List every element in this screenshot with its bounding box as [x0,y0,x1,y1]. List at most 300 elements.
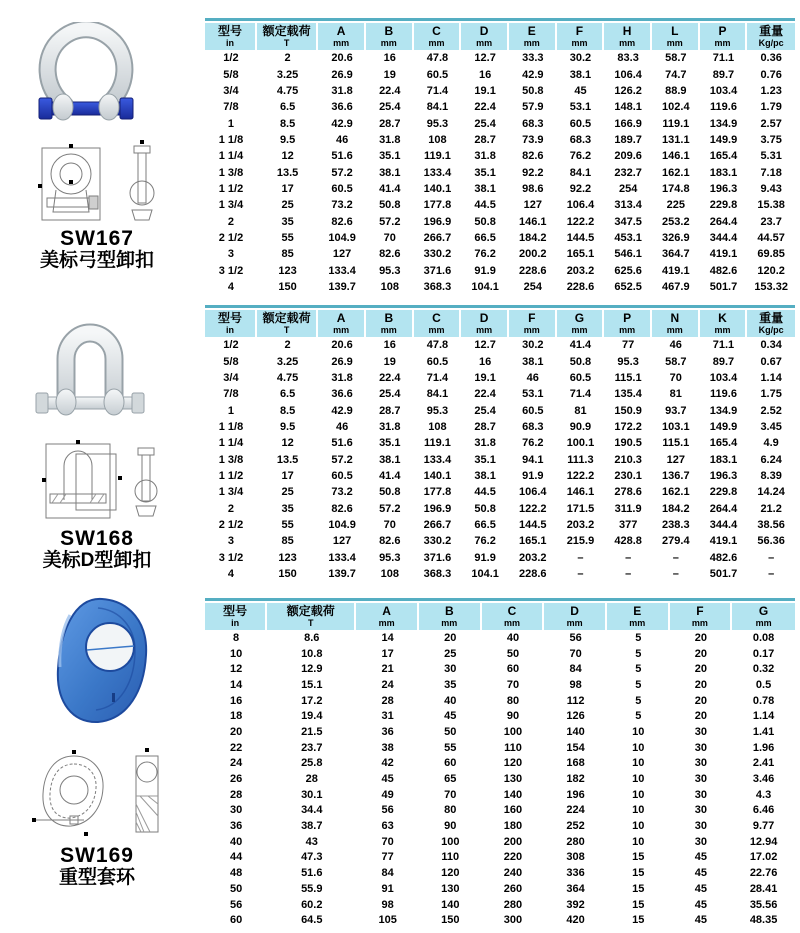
table-cell: 10 [632,804,645,817]
table-cell: 25.8 [301,757,323,770]
table-cell: 46 [669,339,682,352]
table-header-row [205,23,795,50]
table-row [205,881,795,897]
table-cell: 70 [381,835,394,848]
table-cell: 46 [526,371,539,384]
table-cell: 19.1 [474,371,496,384]
table-cell: 25 [281,199,294,212]
column-header: N mm [652,310,700,337]
table-cell: 225 [666,199,685,212]
column-header: D mm [461,310,509,337]
table-row [205,708,795,724]
table-cell: 84.1 [569,166,592,179]
column-header: G mm [557,310,605,337]
table-cell: 5 [635,694,642,707]
table-cell: 326.9 [662,231,690,244]
table-cell: 60.5 [331,469,353,482]
table-cell: 111.3 [567,453,594,466]
table-row [205,484,795,500]
table-cell: 60.5 [331,182,353,195]
table-cell: 68.3 [569,133,592,146]
table-row [205,912,795,928]
table-cell: 3 1/2 [218,264,244,277]
table-cell: 12.7 [474,52,496,65]
table-cell: 95.3 [379,551,401,564]
table-cell: 42.9 [522,68,544,81]
table-cell: 60.5 [522,404,544,417]
table-cell: 28.41 [749,882,778,895]
table-cell: 311.9 [614,502,642,515]
table-cell: 40 [506,631,520,644]
table-cell: 344.4 [709,231,738,244]
table-cell: 57.2 [331,166,353,179]
table-cell: 25 [444,647,457,660]
table-cell: 40 [229,835,243,848]
table-cell: 12 [229,663,243,676]
sw168-photo [30,312,150,430]
table-cell: 95.3 [426,404,449,417]
table-cell: 10 [632,788,645,801]
table-cell: 28.7 [379,404,401,417]
table-cell: 0.32 [752,663,775,676]
table-row [205,337,795,353]
table-cell: – [672,567,679,580]
table-row [205,83,795,99]
table-cell: 22.4 [379,84,401,97]
table-cell: 12.7 [474,339,496,352]
table-cell: 50.8 [474,215,496,228]
sw169-label [2,845,192,889]
table-cell: 2.41 [752,757,775,770]
table-cell: 16 [478,355,492,368]
table-cell: 371.6 [423,264,452,277]
table-cell: 43 [305,835,318,848]
table-cell: 106.4 [566,199,595,212]
table-cell: 70 [383,231,396,244]
table-cell: 336 [566,867,585,880]
table-cell: 83.3 [617,52,639,65]
table-cell: 82.6 [379,248,401,261]
table-cell: 31 [381,710,394,723]
table-cell: 123 [278,264,297,277]
table-cell: 3.25 [276,68,299,81]
column-header: E mm [607,603,670,630]
table-cell: 428.8 [614,535,642,548]
product-name: 美标D型卸扣 [42,550,152,571]
table-cell: 134.9 [709,117,738,130]
table-cell: 36 [381,725,394,738]
table-cell: 95.3 [426,117,449,130]
table-cell: 344.4 [709,518,738,531]
table-cell: 146.1 [519,215,547,228]
table-cell: 203.2 [566,518,595,531]
table-cell: 20 [694,647,708,660]
table-cell: 56 [381,804,394,817]
table-cell: 104.9 [328,231,356,244]
table-row [205,435,795,451]
column-header: B mm [366,23,414,50]
table-cell: 45 [381,773,394,786]
table-cell: 16 [383,339,396,352]
table-cell: 182 [566,773,585,786]
table-cell: 38.1 [474,469,496,482]
table-cell: 0.76 [760,68,782,81]
table-cell: 45 [694,898,708,911]
table-cell: 165.4 [709,437,738,450]
table-row [205,230,795,246]
table-cell: 84 [381,867,394,880]
table-cell: 49 [381,788,394,801]
table-cell: 106.4 [519,486,547,499]
table-cell: 127 [332,535,352,548]
table-cell: 184.2 [519,231,547,244]
table-cell: 24 [381,678,394,691]
table-cell: 135.4 [614,388,642,401]
column-header: 额定载荷 T [257,310,318,337]
table-cell: 4.3 [755,788,772,801]
table-cell: 122.2 [519,502,547,515]
table-cell: 12 [281,437,294,450]
table-cell: 76.2 [474,248,496,261]
table-cell: 35 [281,215,294,228]
table-cell: 108 [428,420,447,433]
sw167-photo [36,22,136,140]
table-cell: 229.8 [709,199,738,212]
table-cell: 57.9 [522,101,544,114]
table-cell: 12.94 [749,835,778,848]
table-cell: 60.5 [426,68,449,81]
sw168-drawing [42,438,164,526]
table-row [205,99,795,115]
table-cell: 9.5 [279,420,296,433]
table-cell: 279.4 [662,535,690,548]
table-cell: 134.9 [709,404,738,417]
table-cell: 162.1 [662,486,690,499]
table-cell: 419.1 [709,535,738,548]
table-cell: 209.6 [614,150,642,163]
table-cell: 1.23 [760,84,782,97]
table-cell: 20 [694,663,708,676]
table-cell: 44 [229,851,243,864]
table-cell: 28 [305,773,318,786]
table-cell: 26.9 [331,68,353,81]
table-cell: 89.7 [712,68,735,81]
table-row [205,419,795,435]
table-cell: 120.2 [757,264,785,277]
table-cell: 1 3/8 [218,166,244,179]
table-cell: 82.6 [379,535,401,548]
table-cell: 1.14 [760,371,782,384]
table-cell: 31.8 [379,133,401,146]
table-cell: 51.6 [301,867,323,880]
table-cell: 280 [566,835,585,848]
table-cell: 3.75 [760,133,782,146]
table-cell: 10 [632,820,645,833]
table-cell: 130 [441,882,460,895]
table-cell: 60.2 [301,898,323,911]
column-header: L mm [652,23,700,50]
table-row [205,693,795,709]
table-cell: 50 [444,725,457,738]
table-cell: 203.2 [566,264,595,277]
table-cell: 55 [281,231,294,244]
table-cell: 144.5 [566,231,595,244]
table-cell: 127 [523,199,542,212]
table-cell: 501.7 [709,280,738,293]
table-cell: 35 [281,502,294,515]
table-cell: 34.4 [301,804,323,817]
table-cell: 103.4 [709,371,738,384]
column-header: G mm [732,603,795,630]
table-cell: 31.8 [474,150,496,163]
table-cell: 149.9 [709,133,738,146]
table-cell: 16 [383,52,396,65]
table-cell: 3.45 [760,420,782,433]
table-cell: 58.7 [665,355,687,368]
table-cell: 35.1 [474,166,496,179]
table-row [205,279,795,295]
table-cell: 26.9 [331,355,353,368]
table-cell: 68.3 [522,420,544,433]
table-cell: 392 [566,898,585,911]
table-cell: 64.5 [301,914,323,927]
table-cell: 30.1 [301,788,323,801]
table-cell: 200 [503,835,523,848]
table-cell: 25.4 [474,117,496,130]
table-cell: 31.8 [474,437,496,450]
table-cell: 60.5 [569,117,592,130]
table-cell: 40 [444,694,457,707]
table-cell: 5 [635,631,642,644]
table-cell: 91.9 [474,551,496,564]
table-cell: 77 [381,851,394,864]
table-row [205,630,795,646]
table-cell: 74.7 [665,68,687,81]
table-row [205,115,795,131]
table-cell: 28 [381,694,394,707]
table-cell: 70 [506,678,520,691]
table-cell: 230.1 [614,469,642,482]
table-row [205,181,795,197]
table-cell: 10.8 [301,647,323,660]
table-cell: 171.5 [566,502,595,515]
spec-table-sw169 [205,598,795,928]
table-cell: 91.9 [522,469,544,482]
table-cell: 364.7 [662,248,690,261]
table-row [205,850,795,866]
table-cell: 41.4 [379,182,401,195]
table-cell: 162.1 [662,166,690,179]
table-cell: 21 [381,663,394,676]
table-cell: 140 [441,898,460,911]
table-cell: 15.1 [301,678,323,691]
table-cell: 24 [229,757,243,770]
table-cell: 30 [694,773,708,786]
table-cell: 139.7 [328,567,356,580]
table-cell: 100 [441,835,460,848]
table-cell: 6.5 [279,388,296,401]
table-cell: 98 [381,898,394,911]
table-cell: 95.3 [379,264,401,277]
table-cell: 3/4 [223,84,239,97]
table-cell: 180 [503,820,523,833]
table-cell: 31.8 [331,371,353,384]
table-cell: 57.2 [379,502,401,515]
table-cell: 22.4 [474,388,496,401]
column-header: P mm [700,23,748,50]
table-cell: 220 [503,851,523,864]
table-cell: 184.2 [662,502,690,515]
table-cell: 105 [378,914,397,927]
table-cell: 215.9 [566,535,595,548]
table-cell: 36.6 [331,388,353,401]
table-cell: 1/2 [223,339,239,352]
table-cell: 30 [694,725,708,738]
table-cell: 85 [281,535,294,548]
table-cell: 1 1/8 [218,420,244,433]
table-cell: 103.1 [662,420,690,433]
table-cell: 7.18 [760,166,782,179]
sw168-label [2,528,192,572]
table-cell: 60 [229,914,243,927]
table-cell: 35.56 [749,898,778,911]
table-cell: 7/8 [223,388,239,401]
table-cell: 625.6 [614,264,642,277]
table-cell: 20 [444,631,457,644]
table-cell: 45 [694,851,708,864]
table-cell: 140 [566,725,585,738]
table-cell: 150 [278,280,297,293]
table-cell: 4 [227,567,235,580]
table-cell: 3.25 [276,355,299,368]
table-cell: 17.02 [749,851,778,864]
table-cell: 50.8 [379,486,401,499]
table-cell: 229.8 [709,486,738,499]
table-cell: 127 [332,248,352,261]
table-cell: 172.2 [614,420,642,433]
table-cell: 17 [381,647,394,660]
table-cell: 2 [284,339,291,352]
table-cell: 45 [694,914,708,927]
table-cell: 108 [380,280,399,293]
table-cell: 313.4 [614,199,642,212]
table-cell: 33.3 [522,52,544,65]
table-cell: 20 [694,678,708,691]
table-cell: 1 1/8 [218,133,244,146]
table-cell: 22.4 [474,101,496,114]
table-cell: 1 3/8 [218,453,244,466]
table-cell: 254 [523,280,542,293]
table-cell: 189.7 [614,133,642,146]
table-cell: 10 [632,741,645,754]
table-row [205,897,795,913]
table-row [205,164,795,180]
column-header: D mm [461,23,509,50]
table-cell: 89.7 [712,355,735,368]
table-cell: 90 [506,710,520,723]
table-cell: 21.5 [301,725,323,738]
product-code: SW169 [60,844,134,867]
table-cell: 8.39 [760,469,782,482]
table-cell: 1.96 [752,741,775,754]
sw169-drawing [28,748,170,842]
table-cell: 98.6 [522,182,544,195]
table-cell: 253.2 [662,215,690,228]
table-top-border [205,598,795,601]
table-cell: 38.7 [301,820,323,833]
table-cell: 60.5 [426,355,449,368]
table-cell: 5.31 [760,150,782,163]
table-cell: 80 [444,804,457,817]
table-cell: 177.8 [423,199,452,212]
table-cell: 15 [632,914,645,927]
table-cell: 35.1 [379,437,401,450]
table-cell: 453.1 [614,231,642,244]
table-cell: 22 [229,741,243,754]
column-header: C mm [414,23,462,50]
table-cell: 50.8 [569,355,592,368]
table-cell: 38.56 [757,518,785,531]
table-cell: 23.7 [301,741,323,754]
table-cell: 126 [566,710,585,723]
table-row [205,646,795,662]
table-cell: 55 [444,741,457,754]
table-cell: 73.2 [331,486,353,499]
table-row [205,566,795,582]
table-cell: 1.79 [760,101,782,114]
table-cell: 48.35 [749,914,778,927]
column-header: P mm [604,310,652,337]
table-cell: 368.3 [423,280,452,293]
table-cell: 38.1 [474,182,496,195]
table-cell: 36.6 [331,101,353,114]
table-cell: 4.9 [763,437,779,450]
table-cell: 133.4 [328,551,356,564]
table-cell: 56 [229,898,243,911]
table-row [205,148,795,164]
table-cell: 153.32 [754,280,788,293]
table-cell: 90.9 [569,420,592,433]
table-cell: 10 [632,725,645,738]
table-cell: 92.2 [569,182,592,195]
table-cell: 42.9 [331,117,353,130]
table-cell: 15 [632,867,645,880]
table-cell: 1 1/4 [218,150,244,163]
table-row [205,549,795,565]
table-cell: 368.3 [423,567,452,580]
table-cell: 30 [694,788,708,801]
table-cell: 177.8 [423,486,452,499]
table-body [205,50,795,295]
table-cell: 6.24 [760,453,782,466]
table-cell: 196.9 [423,502,452,515]
table-cell: 146.1 [662,150,690,163]
table-row [205,451,795,467]
table-cell: 16 [229,694,243,707]
table-cell: 68.3 [522,117,544,130]
table-cell: 30 [694,835,708,848]
column-header: A mm [318,310,366,337]
table-cell: 60 [444,757,457,770]
table-cell: 148.1 [614,101,642,114]
table-cell: 30 [694,757,708,770]
table-cell: 71.1 [712,339,735,352]
table-cell: 183.1 [709,453,738,466]
table-cell: 19 [383,355,396,368]
table-row [205,500,795,516]
table-cell: – [577,551,584,564]
table-cell: 60 [506,663,520,676]
